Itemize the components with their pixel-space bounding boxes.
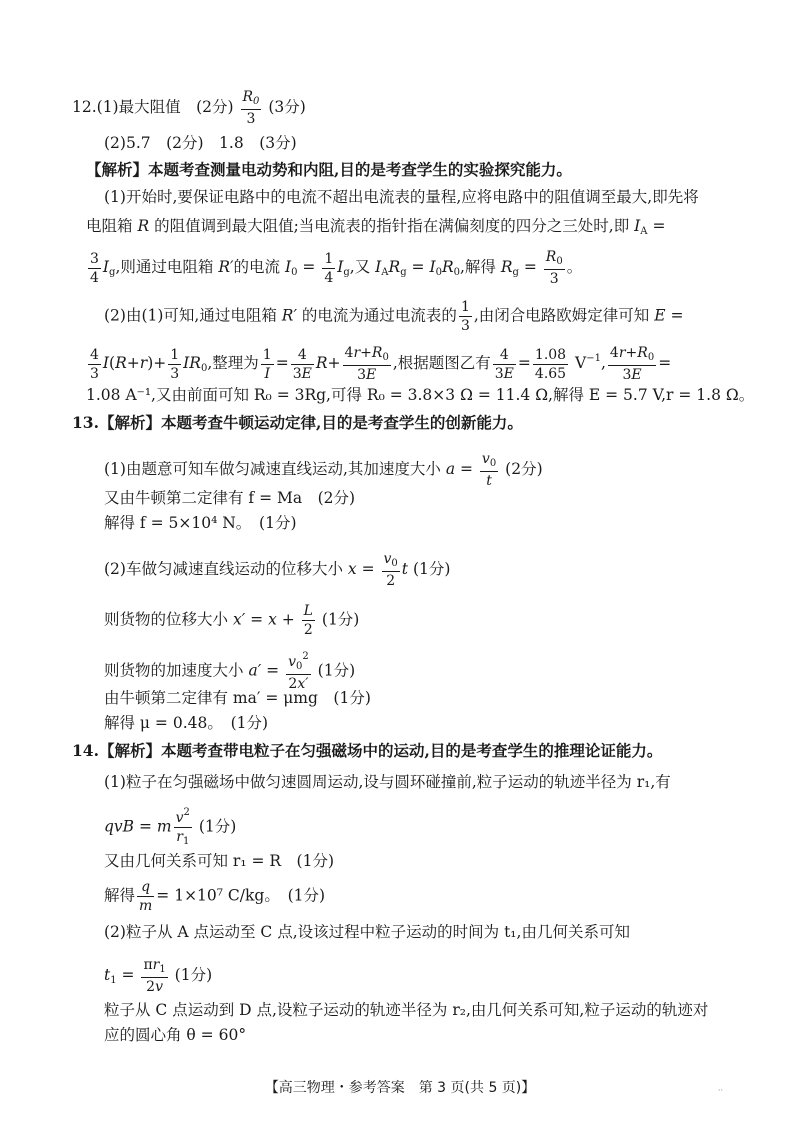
- q12-p2-line2: $\frac{4}{3}$ I(R+r)+ $\frac{1}{3}$ $IR_0$,整理为 $\frac{1}{I}$ = $\frac{4}{3E}$ R+ $\frac{4r+R_0}{3E}$ ,根据题图乙有 $\frac{4}{3E}$ = $\frac{1.08}{4.65}$ $V^{-1}$, $\frac{4r+R_0}{3E}$ =: [90, 345, 672, 383]
- q13-line2: 又由牛顿第二定律有 f = Ma (2分): [104, 489, 356, 507]
- q14-line2: qvB = m $\frac{v^2}{r_1}$ (1分): [104, 807, 237, 847]
- q13-line7: 由牛顿第二定律有 ma′ = μmg (1分): [104, 689, 371, 707]
- q13-line1: (1)由题意可知车做匀减速直线运动,其加速度大小 a = $\frac{v_0}{t}$ (2分): [104, 451, 543, 489]
- corner-mark: ··: [718, 1086, 724, 1095]
- q14-line6: $t_1$ = $\frac{\pi r_1}{2v}$ (1分): [104, 957, 213, 995]
- q13-line3: 解得 f = 5×10⁴ N。 (1分): [104, 514, 297, 532]
- q12-line1: [72, 90, 306, 126]
- q13-line5: 则货物的位移大小 x′ = x + $\frac{L}{2}$ (1分): [104, 603, 360, 638]
- q12-score: (3分): [268, 98, 306, 116]
- q14-line4: 解得 $\frac{q}{m}$ = 1×10⁷ C/kg。 (1分): [104, 879, 326, 914]
- q14-line7: 粒子从 C 点运动到 D 点,设粒子运动的轨迹半径为 r₂,由几何关系可知,粒子运动的轨迹对: [104, 1001, 709, 1019]
- q12-p1-line1: (1)开始时,要保证电路中的电流不超出电流表的量程,应将电路中的阻值调至最大,即先将: [104, 188, 699, 206]
- q13-line4: (2)车做匀减速直线运动的位移大小 x = $\frac{v_0}{2}$ t (1分): [104, 551, 451, 589]
- q14-line3: 又由几何关系可知 r₁ = R (1分): [104, 852, 335, 870]
- q12-analysis-heading: 【解析】本题考查测量电动势和内阻,目的是考查学生的实验探究能力。: [86, 160, 572, 179]
- q14-line1: (1)粒子在匀强磁场中做匀速圆周运动,设与圆环碰撞前,粒子运动的轨迹半径为 r₁,有: [104, 773, 671, 791]
- q12-line2: (2)5.7 (2分) 1.8 (3分): [104, 134, 297, 152]
- q13-heading: 13.【解析】本题考查牛顿运动定律,目的是考查学生的创新能力。: [72, 413, 523, 432]
- q12-p2-line1: (2)由(1)可知,通过电阻箱 R′ 的电流为通过电流表的 $\frac{1}{3}$ ,由闭合电路欧姆定律可知 E =: [104, 299, 684, 334]
- q12-p1-line2: 电阻箱 R 的阻值调到最大阻值;当电流表的指针指在满偏刻度的四分之三处时,即 $I_A$ =: [86, 217, 666, 237]
- q12-p1-line3: $\frac{3}{4}$ $I_g$,则通过电阻箱 R′的电流 $I_0$ = $\frac{1}{4}$ $I_g$,又 $I_AR_g = I_0R_0$,解得 $R_g$ = $\frac{R_0}{3}$ 。: [90, 249, 583, 287]
- q13-line6: 则货物的加速度大小 a′ = $\frac{v_0^2}{2x'}$ (1分): [104, 651, 356, 692]
- q13-line8: 解得 μ = 0.48。 (1分): [104, 714, 269, 732]
- q14-line5: (2)粒子从 A 点运动至 C 点,设该过程中粒子运动的时间为 t₁,由几何关系可知: [104, 923, 630, 941]
- fraction-r0-over-3: $\frac{R_0}{3}$: [242, 89, 260, 127]
- q14-heading: 14.【解析】本题考查带电粒子在匀强磁场中的运动,目的是考查学生的推理论证能力。: [72, 741, 663, 760]
- page-footer: 【高三物理・参考答案 第 3 页(共 5 页)】: [264, 1080, 536, 1096]
- q14-line8: 应的圆心角 θ = 60°: [104, 1026, 247, 1044]
- q12-answer-1: 12.(1)最大阻值 (2分): [72, 98, 234, 116]
- q12-p2-line3: 1.08 A⁻¹,又由前面可知 R₀ = 3Rg,可得 R₀ = 3.8×3 Ω = 11.4 Ω,解得 E = 5.7 V,r = 1.8 Ω。: [86, 386, 755, 404]
